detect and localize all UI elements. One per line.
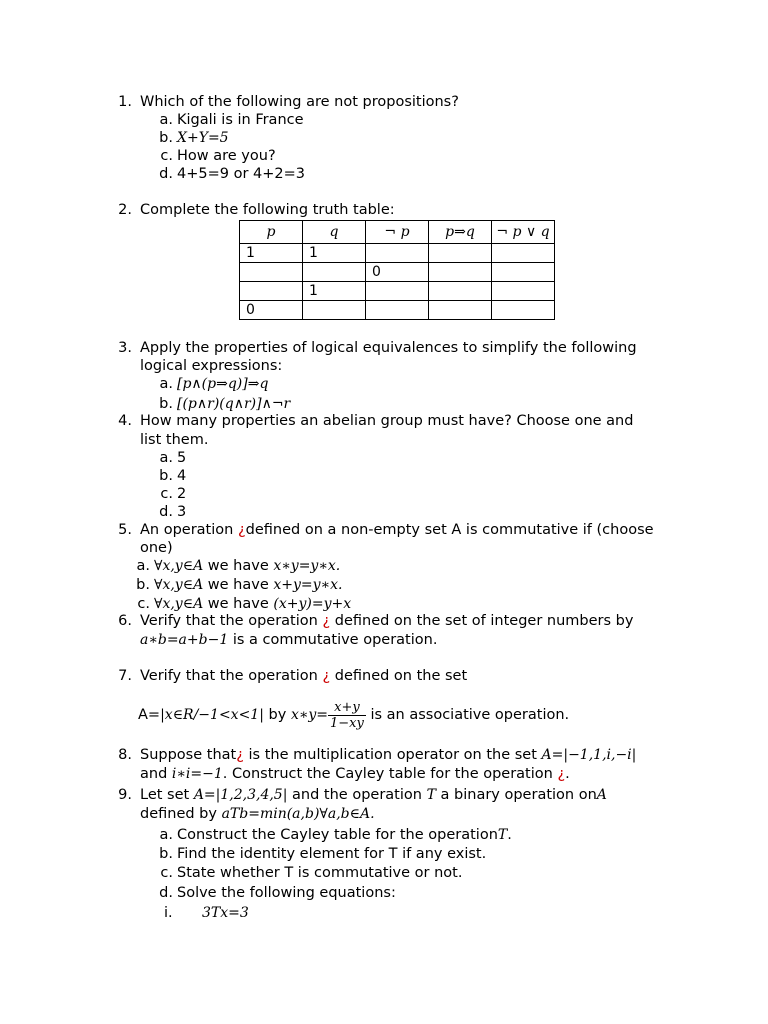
table-cell (429, 301, 492, 320)
truth-table (239, 220, 555, 320)
table-cell (303, 301, 366, 320)
question-number: 7. (118, 668, 132, 684)
table-cell (492, 263, 555, 282)
question-4 (110, 412, 633, 430)
question-text: Complete the following truth table: (140, 202, 395, 218)
table-row (240, 263, 555, 282)
q9-option-b: b. Find the identity element for T if any exist. (159, 846, 487, 862)
question-5-continued: one) (140, 540, 173, 556)
question-7: 7. Verify that the operation ¿ defined on the set (110, 667, 467, 685)
table-cell (492, 244, 555, 263)
q9-option-d: d. Solve the following equations: (159, 885, 396, 901)
table-cell (240, 282, 303, 301)
question-number: 8. (118, 747, 132, 763)
q1-option-b: b. X+Y=5 (159, 130, 229, 146)
header-cell: q (303, 221, 366, 244)
q9-option-a: a. Construct the Cayley table for the operationT. (159, 827, 512, 843)
operation-symbol: ¿ (322, 613, 331, 629)
table-cell: 1 (303, 282, 366, 301)
q5-option-a: a. ∀x,y∈A we have x∗y=y∗x. (136, 558, 341, 574)
table-cell (492, 282, 555, 301)
question-9-continued: defined by aTb=min(a,b)∀a,b∈A. (140, 806, 375, 822)
question-text: Apply the properties of logical equivalences to simplify the following (140, 340, 637, 356)
q4-option-c: c. 2 (160, 486, 187, 502)
table-cell: 1 (303, 244, 366, 263)
operation-symbol: ¿ (237, 522, 246, 538)
q9-option-c: c. State whether T is commutative or not. (160, 865, 463, 881)
question-9: 9. Let set A=|1,2,3,4,5| and the operation T a binary operation onA (110, 786, 607, 804)
question-3-continued: logical expressions: (140, 358, 283, 374)
header-cell: p⇒q (429, 221, 492, 244)
table-cell (366, 244, 429, 263)
operation-symbol: ¿ (557, 766, 566, 782)
table-cell (366, 301, 429, 320)
q1-option-a: a. Kigali is in France (159, 112, 304, 128)
header-cell: ¬ p (366, 221, 429, 244)
table-cell (303, 263, 366, 282)
question-6: 6. Verify that the operation ¿ defined on the set of integer numbers by (110, 612, 633, 630)
table-row (240, 244, 555, 263)
table-cell (429, 263, 492, 282)
question-6-continued: a∗b=a+b−1 is a commutative operation. (140, 632, 438, 648)
question-number: 2. (118, 202, 132, 218)
q5-option-c: c. ∀x,y∈A we have (x+y)=y+x (137, 596, 352, 612)
truth-table-header (240, 221, 555, 244)
question-7-definition: A=|x∈R/−1<x<1| by x∗y= $\frac{x+y}{1-xy}$ is an associative operation. (138, 699, 570, 731)
question-text: How many properties an abelian group must have? Choose one and (140, 413, 634, 429)
fraction: $\frac{x+y}{1-xy}$ (330, 699, 364, 731)
table-cell: 0 (366, 263, 429, 282)
question-4-continued: list them. (140, 432, 209, 448)
table-row (240, 301, 555, 320)
q1-option-d: d. 4+5=9 or 4+2=3 (159, 166, 306, 182)
operation-symbol: ¿ (322, 668, 331, 684)
table-cell (429, 244, 492, 263)
table-cell: 0 (240, 301, 303, 320)
question-8-continued: and i∗i=−1. Construct the Cayley table for the operation ¿. (140, 766, 570, 782)
question-3 (110, 339, 637, 357)
table-cell (240, 263, 303, 282)
table-cell (492, 301, 555, 320)
table-cell (366, 282, 429, 301)
q5-option-b: b. ∀x,y∈A we have x+y=y∗x. (136, 577, 343, 593)
q3-option-a: a. [p∧(p⇒q)]⇒q (159, 376, 269, 392)
question-number: 5. (118, 522, 132, 538)
question-number: 6. (118, 613, 132, 629)
question-number: 3. (118, 340, 132, 356)
question-2 (110, 201, 395, 219)
q9-subitem-i: i. 3Tx=3 (164, 905, 249, 921)
question-text: Which of the following are not propositions? (140, 94, 459, 110)
table-cell: 1 (240, 244, 303, 263)
question-8: 8. Suppose that¿ is the multiplication operator on the set A=|−1,1,i,−i| (110, 746, 636, 764)
header-cell: p (240, 221, 303, 244)
question-5: 5. An operation ¿defined on a non-empty set A is commutative if (choose (110, 521, 654, 539)
table-cell (429, 282, 492, 301)
table-row (240, 282, 555, 301)
q4-option-b: b. 4 (159, 468, 187, 484)
q4-option-d: d. 3 (159, 504, 187, 520)
q4-option-a: a. 5 (159, 450, 187, 466)
q1-option-c: c. How are you? (160, 148, 276, 164)
question-1 (110, 93, 459, 111)
operation-symbol: ¿ (236, 747, 244, 763)
header-cell: ¬ p ∨ q (492, 221, 555, 244)
question-number: 1. (118, 94, 132, 110)
q3-option-b: b. [(p∧r)(q∧r)]∧¬r (159, 396, 291, 412)
question-number: 4. (118, 413, 132, 429)
question-number: 9. (118, 787, 132, 803)
